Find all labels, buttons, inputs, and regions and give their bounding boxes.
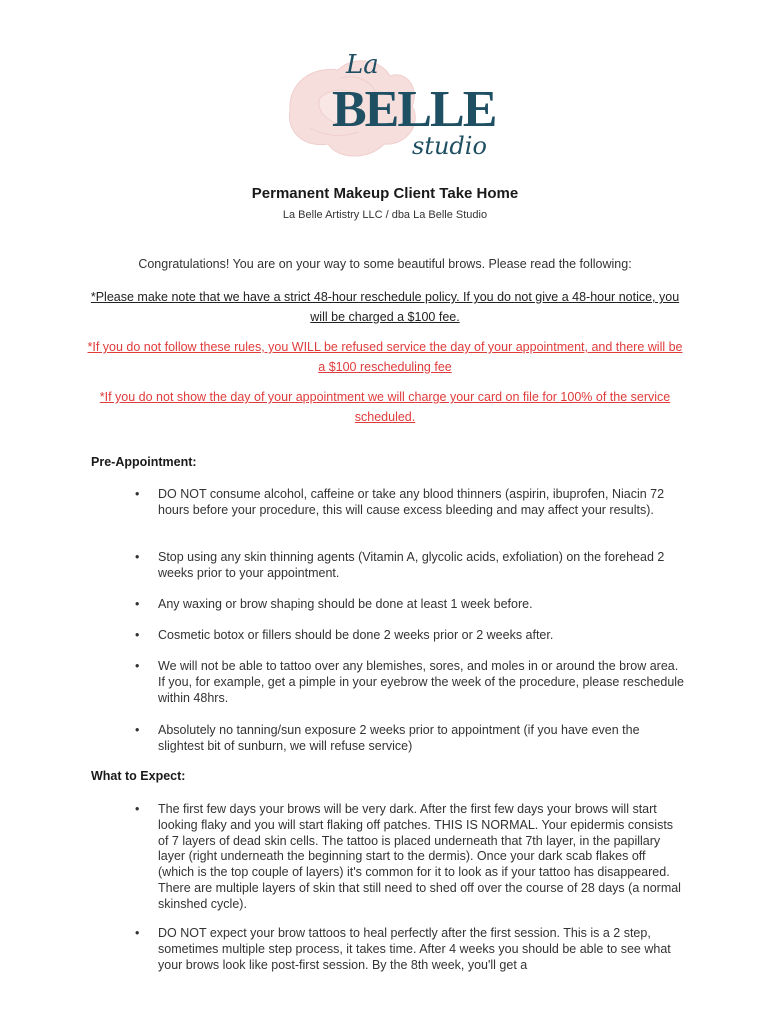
bullet-icon: •	[135, 659, 140, 673]
page-subtitle: La Belle Artistry LLC / dba La Belle Studio	[282, 209, 488, 221]
list-item-text: Absolutely no tanning/sun exposure 2 weeks prior to appointment (if you have even the slightest bit of sunburn, we will refuse service)	[158, 723, 640, 753]
bullet-icon: •	[135, 597, 140, 611]
bullet-icon: •	[135, 628, 140, 642]
page-title: Permanent Makeup Client Take Home	[251, 185, 519, 202]
list-item-text: We will not be able to tattoo over any blemishes, sores, and moles in or around the brow area. If you, for example, get a pimple in your eyebrow the week of the procedure, please reschedule within 48hrs.	[158, 659, 684, 705]
intro-text: Congratulations! You are on your way to some beautiful brows. Please read the following:	[138, 257, 632, 271]
pre-appointment-heading: Pre-Appointment:	[91, 455, 197, 469]
reschedule-policy-text: *Please make note that we have a strict 48-hour reschedule policy. If you do not give a 48-hour notice, you will be charged a $100 fee.	[90, 290, 680, 324]
list-item-text: Cosmetic botox or fillers should be done 2 weeks prior or 2 weeks after.	[158, 628, 554, 642]
logo-la-text: La	[346, 50, 379, 80]
logo-studio-text: studio	[412, 132, 487, 160]
bullet-icon: •	[135, 723, 140, 737]
list-item-text: DO NOT consume alcohol, caffeine or take any blood thinners (aspirin, ibuprofen, Niacin 72 hours before your procedure, this will cause excess bleeding and may affect your results).	[158, 487, 665, 517]
bullet-icon: •	[135, 487, 140, 501]
no-show-rule-text: *If you do not show the day of your appointment we will charge your card on file for 100% of the service scheduled.	[99, 390, 671, 424]
list-item-text: Any waxing or brow shaping should be done at least 1 week before.	[158, 597, 533, 611]
la-belle-studio-logo	[280, 48, 496, 173]
bullet-icon: •	[135, 550, 140, 564]
list-item-text: DO NOT expect your brow tattoos to heal perfectly after the first session. This is a 2 step, sometimes multiple step process, it takes time. After 4 weeks you should be able to see what your brows look like post-first session. By the 8th week, you'll get a	[158, 926, 671, 972]
bullet-icon: •	[135, 926, 140, 940]
what-to-expect-heading: What to Expect:	[91, 769, 186, 783]
list-item-text: The first few days your brows will be very dark. After the first few days your brows will start looking flaky and you will start flaking off patches. THIS IS NORMAL. Your epidermis consists of 7 layers of dead skin cells. The tattoo is placed underneath that 7th layer, in the papillary layer (right underneath the beginning start to the dermis). Once your dark scab flakes off (which is the top couple of layers) it's common for it to look as if your tattoo has disappeared. There are multiple layers of skin that still need to shed off over the course of 28 days (a normal skinshed cycle).	[158, 802, 681, 911]
bullet-icon: •	[135, 802, 140, 816]
list-item-text: Stop using any skin thinning agents (Vitamin A, glycolic acids, exfoliation) on the forehead 2 weeks prior to your appointment.	[158, 550, 665, 580]
refusal-rule-text: *If you do not follow these rules, you WILL be refused service the day of your appointment, and there will be a $100 rescheduling fee	[87, 340, 683, 374]
logo-belle-text: BELLE	[332, 81, 496, 138]
